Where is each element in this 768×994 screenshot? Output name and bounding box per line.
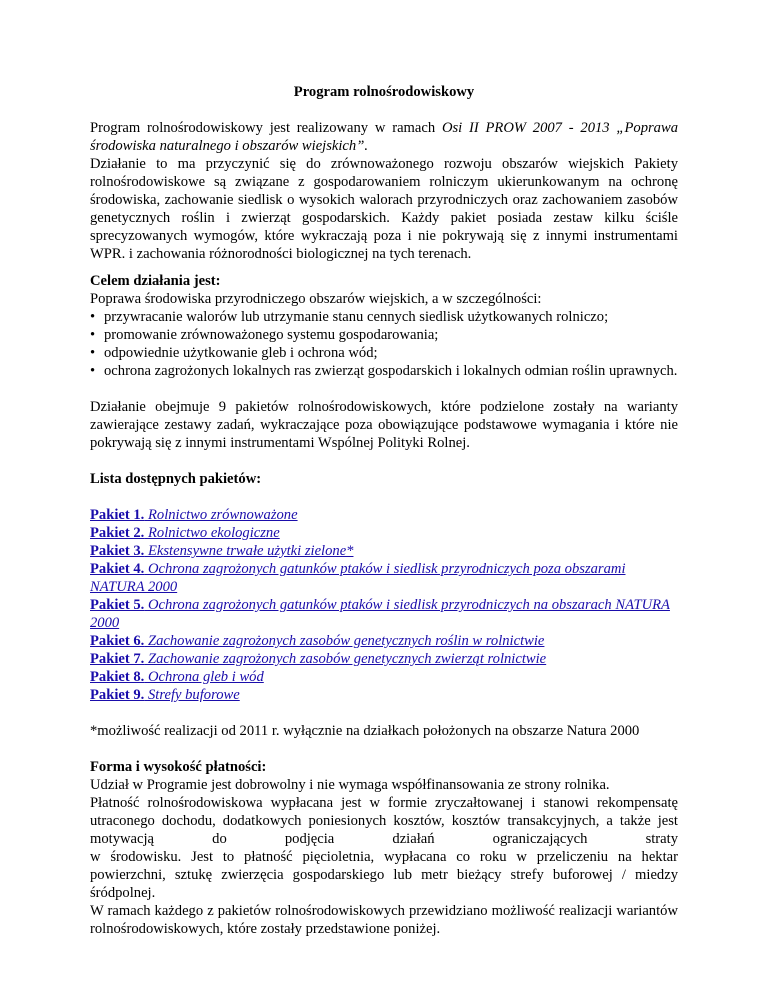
package-item-8[interactable] [90,668,678,686]
package-name: Ochrona zagrożonych gatunków ptaków i siedlisk przyrodniczych poza obszarami NATURA 2000 [90,561,626,595]
intro-axis: Osi II PROW 2007 - 2013 „Poprawa środowiska naturalnego i obszarów wiejskich”. [90,120,678,154]
intro-description: Działanie to ma przyczynić się do zrównoważonego rozwoju obszarów wiejskich Pakiety rolnośrodowiskowe są związane z gospodarowaniem rolniczym ukierunkowanym na ochronę środowiska, zachowanie siedlisk o wysokich walorach przyrodniczych oraz zachowaniem zasobów genetycznych roślin i zwierząt gospodarskich. Każdy pakiet posiada zestaw kilku ściśle sprecyzowanych wymogów, które wykraczają poza i nie pokrywają się z innymi instrumentami WPR. i zachowania różnorodności biologicznej na tych terenach. [90,156,678,262]
package-name: Rolnictwo ekologiczne [147,525,280,541]
goals-list [90,308,678,380]
goals-item [90,308,678,326]
goals-item [90,326,678,344]
bullet-icon: • [90,327,96,343]
package-link-2[interactable] [90,525,280,541]
package-link-3[interactable] [90,543,353,559]
package-item-4[interactable] [90,560,678,596]
package-name: Ochrona gleb i wód [147,669,264,685]
package-name: Ekstensywne trwałe użytki zielone* [147,543,354,559]
packages-heading: Lista dostępnych pakietów: [90,471,262,487]
package-link-8[interactable] [90,669,264,685]
package-item-2[interactable] [90,524,678,542]
package-item-6[interactable] [90,632,678,650]
package-link-7[interactable] [90,651,546,667]
package-label: Pakiet 5. [90,597,145,613]
package-label: Pakiet 4. [90,561,145,577]
payment-variants: W ramach każdego z pakietów rolnośrodowiskowych przewidziano możliwość realizacji wariantów rolnośrodowiskowych, które zostały przedstawione poniżej. [90,903,678,937]
goals-item-text: promowanie zrównoważonego systemu gospodarowania; [104,327,439,343]
package-item-9[interactable] [90,686,678,704]
goals-item-text: ochrona zagrożonych lokalnych ras zwierząt gospodarskich i lokalnych odmian roślin uprawnych. [104,363,678,379]
package-name: Rolnictwo zrównoważone [147,507,298,523]
package-name: Zachowanie zagrożonych zasobów genetycznych zwierząt rolnictwie [147,651,547,667]
packages-footnote: *możliwość realizacji od 2011 r. wyłącznie na działkach położonych na obszarze Natura 2000 [90,723,640,739]
package-label: Pakiet 2. [90,525,145,541]
package-item-5[interactable] [90,596,678,632]
package-name: Strefy buforowe [147,687,240,703]
package-item-3[interactable] [90,542,678,560]
intro-paragraph [90,119,678,155]
goals-lead: Poprawa środowiska przyrodniczego obszarów wiejskich, a w szczególności: [90,291,542,307]
intro-lead: Program rolnośrodowiskowy jest realizowany w ramach [90,120,442,136]
goals-item-text: przywracanie walorów lub utrzymanie stanu cennych siedlisk użytkowanych rolniczo; [104,309,609,325]
package-label: Pakiet 9. [90,687,145,703]
package-link-1[interactable] [90,507,298,523]
goals-item [90,362,678,380]
package-label: Pakiet 8. [90,669,145,685]
package-link-4[interactable] [90,561,626,595]
package-label: Pakiet 3. [90,543,145,559]
payment-description-a: Płatność rolnośrodowiskowa wypłacana jest w formie zryczałtowanej i stanowi rekompensatę utraconego dochodu, dodatkowych poniesionych kosztów, kosztów transakcyjnych, a także jest motywacją do podjęcia działań ograniczających straty [90,795,678,847]
goals-item [90,344,678,362]
package-item-7[interactable] [90,650,678,668]
payment-voluntary: Udział w Programie jest dobrowolny i nie wymaga współfinansowania ze strony rolnika. [90,777,610,793]
payment-heading: Forma i wysokość płatności: [90,759,267,775]
scope-paragraph: Działanie obejmuje 9 pakietów rolnośrodowiskowych, które podzielone zostały na warianty zawierające zestawy zadań, wykraczające poza obowiązujące podstawowe wymagania i które nie pokrywają się z innymi instrumentami Wspólnej Polityki Rolnej. [90,399,678,451]
goals-item-text: odpowiednie użytkowanie gleb i ochrona wód; [104,345,378,361]
package-link-5[interactable] [90,597,670,631]
document-title: Program rolnośrodowiskowy [293,84,475,100]
goals-heading: Celem działania jest: [90,273,221,289]
bullet-icon: • [90,309,96,325]
package-link-9[interactable] [90,687,240,703]
package-link-6[interactable] [90,633,544,649]
package-label: Pakiet 1. [90,507,145,523]
packages-list [90,506,678,704]
package-name: Ochrona zagrożonych gatunków ptaków i siedlisk przyrodniczych na obszarach NATURA 2000 [90,597,670,631]
package-label: Pakiet 6. [90,633,145,649]
package-item-1[interactable] [90,506,678,524]
bullet-icon: • [90,363,96,379]
package-name: Zachowanie zagrożonych zasobów genetycznych roślin w rolnictwie [147,633,545,649]
bullet-icon: • [90,345,96,361]
package-label: Pakiet 7. [90,651,145,667]
payment-description-b: w środowisku. Jest to płatność pięcioletnia, wypłacana co roku w przeliczeniu na hektar powierzchni, sztukę zwierzęcia gospodarskiego lub metr bieżący strefy buforowej / miedzy śródpolnej. [90,849,678,901]
